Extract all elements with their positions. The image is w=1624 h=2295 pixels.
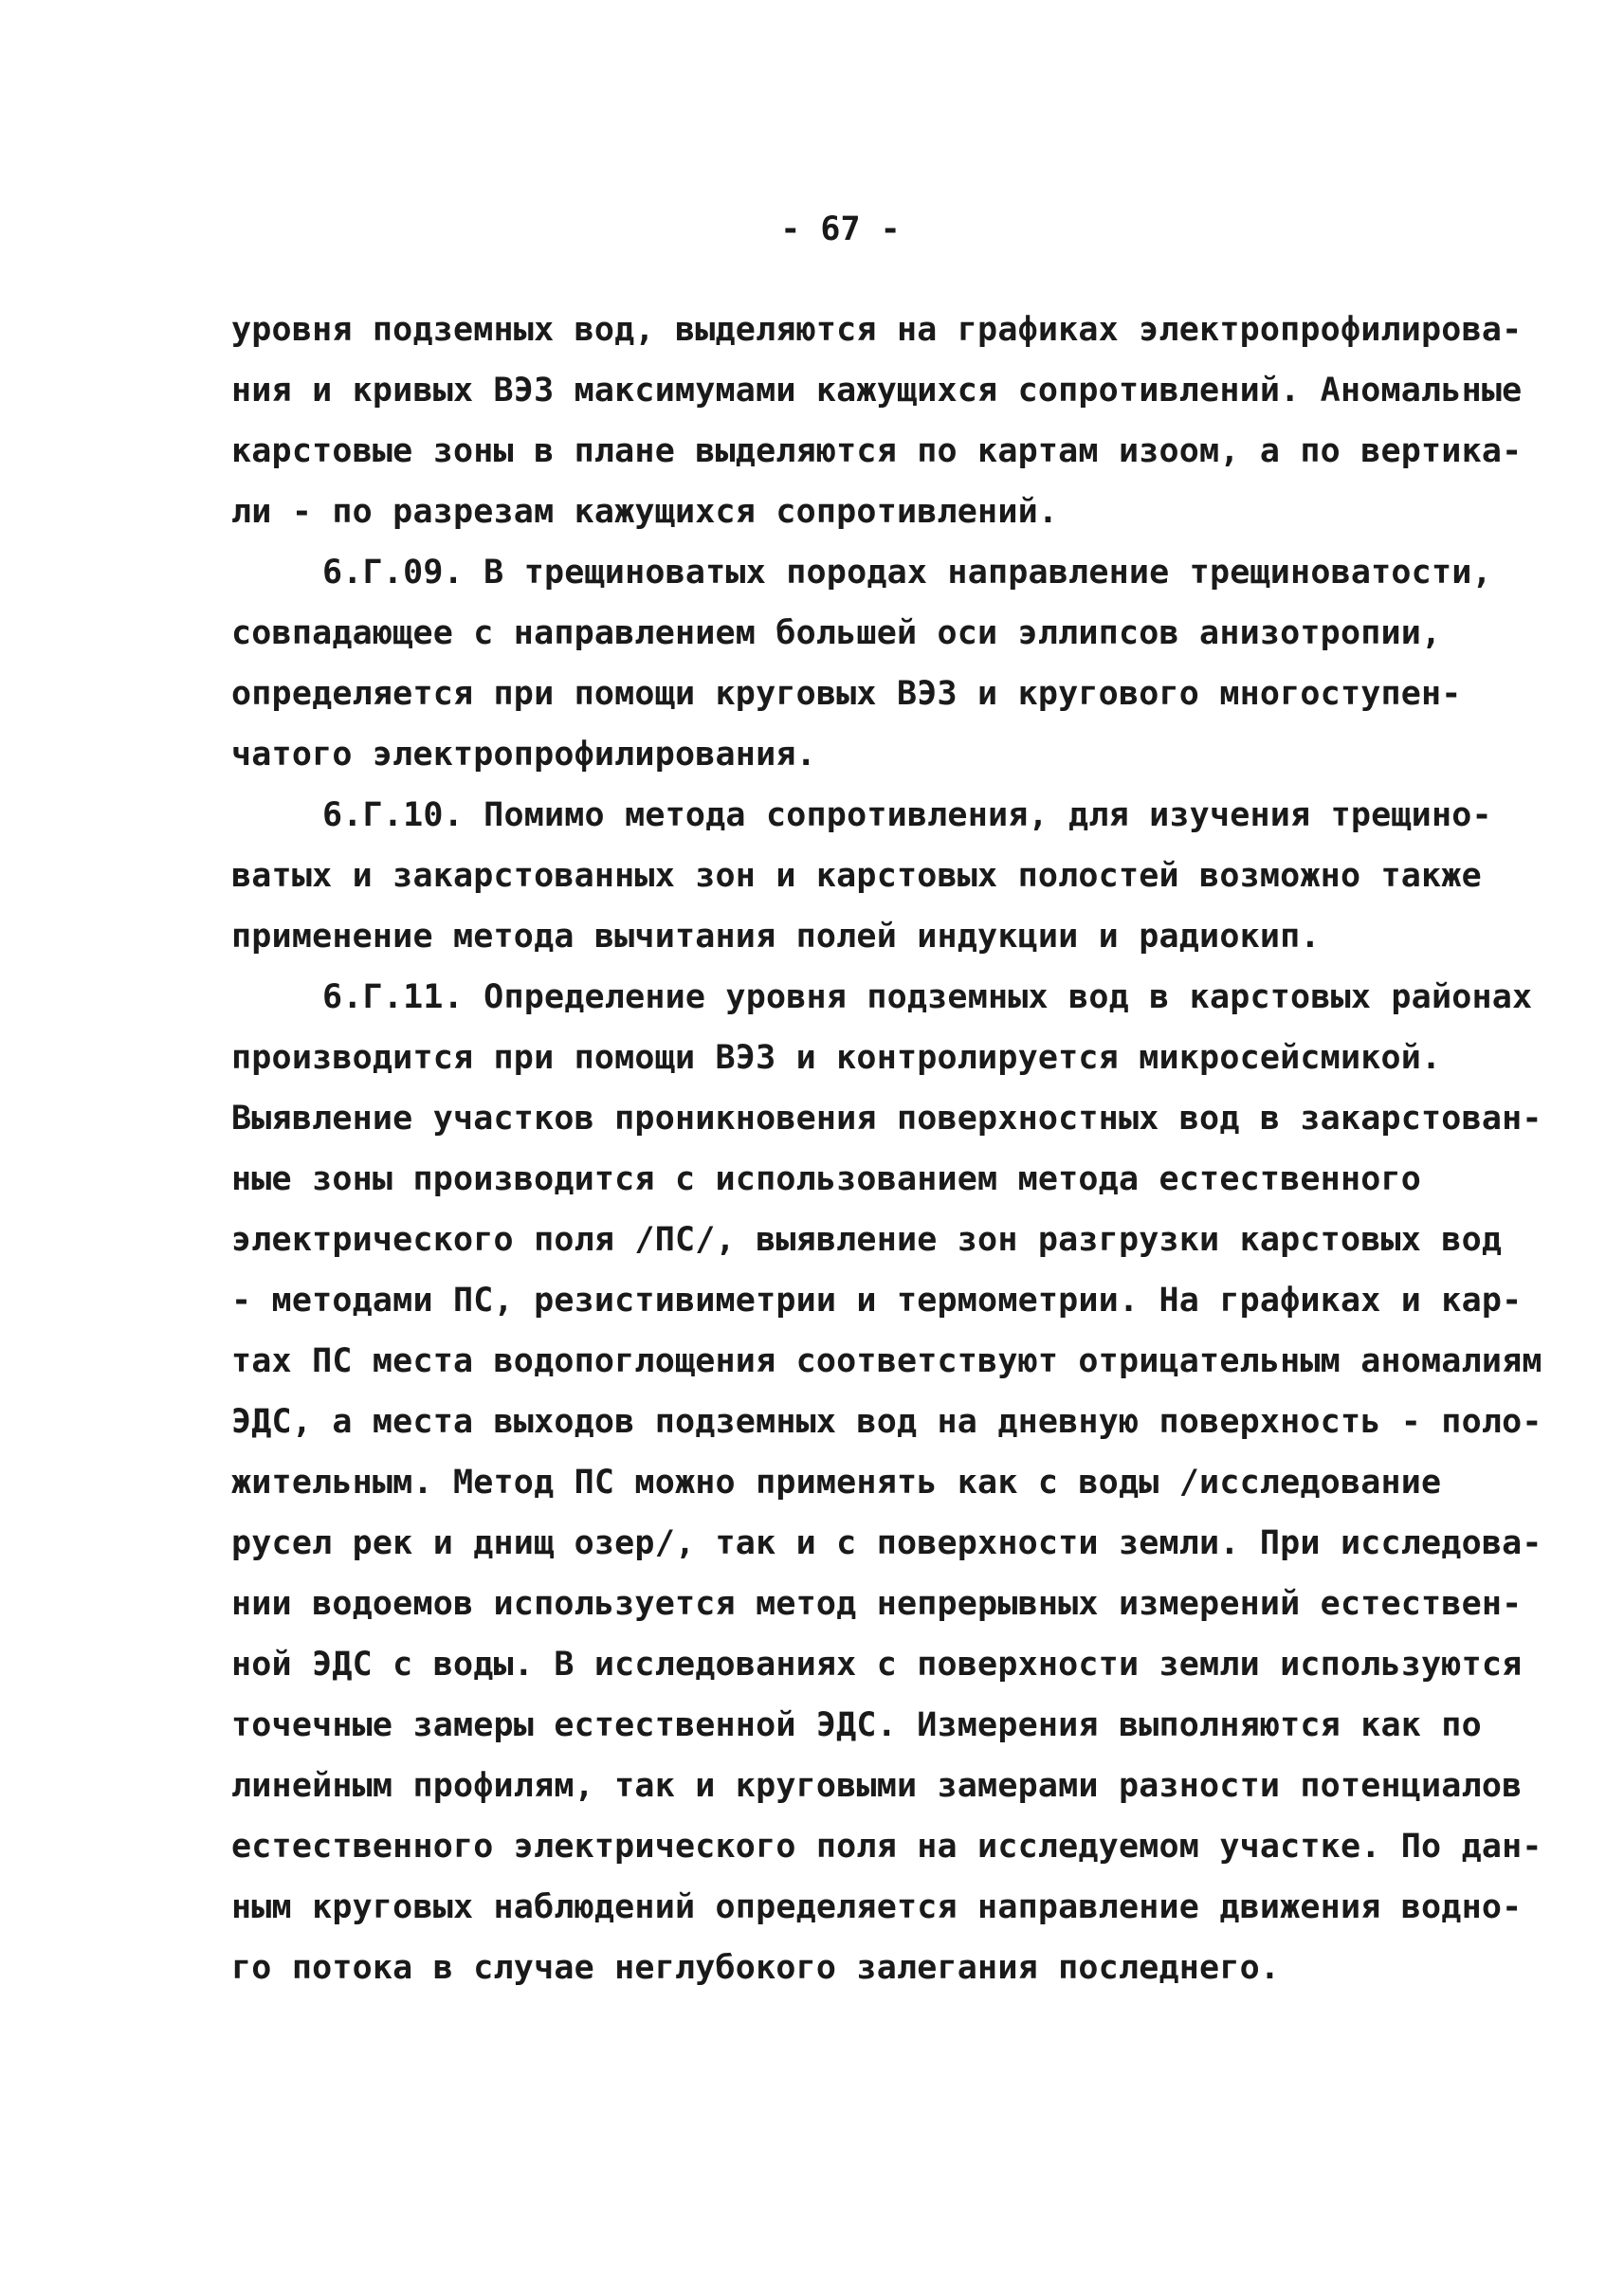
text-line: электрического поля /ПС/, выявление зон разгрузки карстовых вод [231,1221,1503,1259]
text-line: го потока в случае неглубокого залегания последнего. [231,1949,1281,1987]
text-line: уровня подземных вод, выделяются на графиках электропрофилирова- [231,311,1523,349]
text-line: ли - по разрезам кажущихся сопротивлений. [231,493,1059,531]
text-line: совпадающее с направлением большей оси эллипсов анизотропии, [231,614,1442,652]
page-number: - 67 - [780,210,901,248]
text-line: линейным профилям, так и круговыми замерами разности потенциалов [231,1767,1523,1805]
text-line: тах ПС места водопоглощения соответствуют отрицательным аномалиям [231,1342,1542,1380]
text-line: ЭДС, а места выходов подземных вод на дневную поверхность - поло- [231,1403,1542,1441]
text-line: - методами ПС, резистивиметрии и термометрии. На графиках и кар- [231,1282,1523,1320]
paragraph-start-6-G-10: 6.Г.10. Помимо метода сопротивления, для изучения трещино- [322,796,1492,834]
text-line: ные зоны производится с использованием метода естественного [231,1160,1422,1198]
text-line: естественного электрического поля на исследуемом участке. По дан- [231,1828,1542,1866]
text-line: производится при помощи ВЭЗ и контролируется микросейсмикой. [231,1039,1442,1077]
text-line: нии водоемов используется метод непрерывных измерений естествен- [231,1585,1523,1623]
text-line: точечные замеры естественной ЭДС. Измерения выполняются как по [231,1706,1482,1744]
text-line: определяется при помощи круговых ВЭЗ и кругового многоступен- [231,675,1462,713]
paragraph-start-6-G-09: 6.Г.09. В трещиноватых породах направление трещиноватости, [322,554,1492,592]
text-line: ным круговых наблюдений определяется направление движения водно- [231,1888,1523,1926]
text-line: применение метода вычитания полей индукции и радиокип. [231,918,1321,956]
text-line: жительным. Метод ПС можно применять как с воды /исследование [231,1464,1442,1502]
text-line: карстовые зоны в плане выделяются по картам изоом, а по вертика- [231,432,1523,470]
paragraph-start-6-G-11: 6.Г.11. Определение уровня подземных вод в карстовых районах [322,978,1533,1016]
text-line: чатого электропрофилирования. [231,736,816,774]
text-line: Выявление участков проникновения поверхностных вод в закарстован- [231,1100,1542,1138]
text-line: ватых и закарстованных зон и карстовых полостей возможно также [231,857,1482,895]
text-line: русел рек и днищ озер/, так и с поверхности земли. При исследова- [231,1524,1542,1562]
text-line: ной ЭДС с воды. В исследованиях с поверхности земли используются [231,1646,1523,1684]
text-line: ния и кривых ВЭЗ максимумами кажущихся сопротивлений. Аномальные [231,372,1523,410]
